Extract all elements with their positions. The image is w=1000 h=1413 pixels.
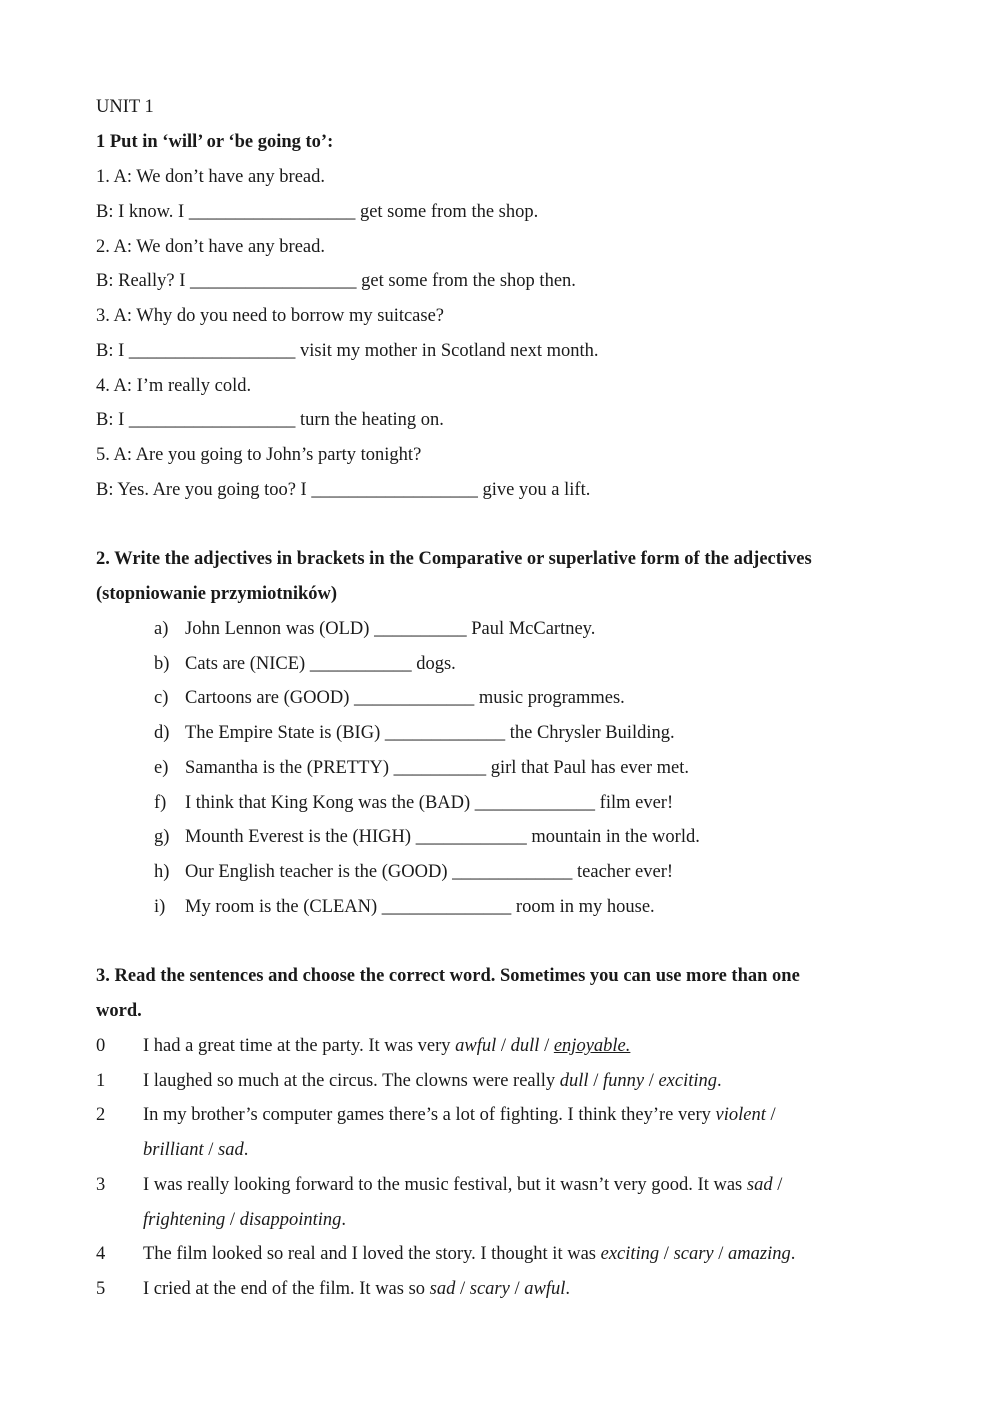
separator: / (772, 1175, 783, 1195)
section1-line: 1. A: We don’t have any bread. (96, 167, 326, 187)
separator: / (509, 1279, 525, 1299)
sentence-suffix: . (565, 1279, 570, 1299)
separator: / (539, 1036, 554, 1056)
section3-heading-cont: word. (96, 1001, 142, 1021)
sentence-suffix: . (790, 1244, 796, 1264)
separator: / (659, 1244, 674, 1264)
section1-line: B: Really? I __________________ get some from the shop then. (96, 271, 576, 291)
separator: / (588, 1071, 603, 1091)
section2-heading-cont: (stopniowanie przymiotników) (96, 584, 338, 604)
sentence (143, 1245, 795, 1264)
item-label: i) (154, 897, 166, 917)
item-number: 5 (96, 1279, 106, 1299)
option-word: disappointing (239, 1210, 342, 1230)
item-text: Cats are (NICE) ___________ dogs. (185, 654, 456, 674)
option-word: funny (602, 1071, 645, 1091)
item-text: Our English teacher is the (GOOD) _____________ teacher ever! (185, 862, 674, 882)
item-text: Mounth Everest is the (HIGH) ____________ mountain in the world. (185, 827, 700, 847)
option-word: exciting (658, 1071, 718, 1091)
sentence-text: In my brother’s computer games there’s a lot of fighting. I think they’re very (143, 1105, 716, 1125)
sentence-text: I had a great time at the party. It was very (143, 1036, 456, 1056)
item-number: 1 (96, 1071, 106, 1091)
option-word: sad (429, 1279, 456, 1299)
option-word: brilliant (143, 1140, 204, 1160)
section1-heading: 1 Put in ‘will’ or ‘be going to’: (96, 132, 334, 152)
item-text: Cartoons are (GOOD) _____________ music programmes. (185, 688, 625, 708)
item-text: My room is the (CLEAN) ______________ room in my house. (185, 897, 655, 917)
option-word: awful (524, 1279, 566, 1299)
option-word: amazing (728, 1244, 791, 1264)
sentence (143, 1106, 776, 1125)
unit-title: UNIT 1 (96, 97, 154, 117)
option-word: dull (510, 1036, 540, 1056)
item-label: b) (154, 654, 170, 674)
item-number: 2 (96, 1105, 106, 1125)
sentence-text: I laughed so much at the circus. The clowns were really (143, 1071, 560, 1091)
sentence-suffix: . (717, 1071, 722, 1091)
item-text: John Lennon was (OLD) __________ Paul McCartney. (185, 619, 596, 639)
separator: / (765, 1105, 776, 1125)
item-label: f) (154, 793, 167, 813)
section1-line: 4. A: I’m really cold. (96, 376, 252, 396)
sentence-suffix: . (341, 1210, 347, 1230)
item-number: 0 (96, 1036, 106, 1056)
item-text: I think that King Kong was the (BAD) _____________ film ever! (185, 793, 674, 813)
sentence-text: The film looked so real and I loved the story. I thought it was (143, 1244, 601, 1264)
item-label: d) (154, 723, 170, 743)
sentence (143, 1280, 570, 1299)
sentence-cont (143, 1141, 248, 1160)
option-word: sad (746, 1175, 773, 1195)
item-label: h) (154, 862, 170, 882)
sentence-text: I was really looking forward to the music festival, but it wasn’t very good. It was (143, 1175, 747, 1195)
sentence-cont (143, 1211, 346, 1230)
section1-line: B: Yes. Are you going too? I __________________ give you a lift. (96, 480, 591, 500)
option-word: sad (218, 1140, 244, 1160)
section1-line: B: I __________________ turn the heating on. (96, 410, 444, 430)
section3-heading: 3. Read the sentences and choose the correct word. Sometimes you can use more than one (96, 966, 800, 986)
item-text: Samantha is the (PRETTY) __________ girl that Paul has ever met. (185, 758, 690, 778)
item-text: The Empire State is (BIG) _____________ the Chrysler Building. (185, 723, 675, 743)
option-word: awful (455, 1036, 497, 1056)
option-word-answer: enjoyable. (553, 1036, 631, 1056)
section1-line: 5. A: Are you going to John’s party tonight? (96, 445, 422, 465)
option-word: violent (715, 1105, 766, 1125)
item-label: a) (154, 619, 169, 639)
section2-heading: 2. Write the adjectives in brackets in the Comparative or superlative form of the adjectives (96, 549, 812, 569)
item-number: 3 (96, 1175, 106, 1195)
sentence-suffix: . (243, 1140, 249, 1160)
separator: / (455, 1279, 470, 1299)
sentence (143, 1072, 722, 1091)
separator: / (644, 1071, 659, 1091)
item-label: g) (154, 827, 170, 847)
option-word: dull (559, 1071, 589, 1091)
item-number: 4 (96, 1244, 106, 1264)
section1-line: 2. A: We don’t have any bread. (96, 237, 326, 257)
option-word: scary (469, 1279, 510, 1299)
separator: / (203, 1140, 219, 1160)
option-word: scary (673, 1244, 714, 1264)
sentence (143, 1037, 630, 1056)
item-label: c) (154, 688, 169, 708)
option-word: exciting (600, 1244, 660, 1264)
separator: / (225, 1210, 240, 1230)
separator: / (496, 1036, 511, 1056)
section1-line: B: I __________________ visit my mother in Scotland next month. (96, 341, 599, 361)
item-label: e) (154, 758, 169, 778)
sentence (143, 1176, 782, 1195)
section1-line: B: I know. I __________________ get some from the shop. (96, 202, 539, 222)
option-word: frightening (143, 1210, 226, 1230)
sentence-text: I cried at the end of the film. It was so (143, 1279, 430, 1299)
section1-line: 3. A: Why do you need to borrow my suitcase? (96, 306, 445, 326)
separator: / (713, 1244, 729, 1264)
